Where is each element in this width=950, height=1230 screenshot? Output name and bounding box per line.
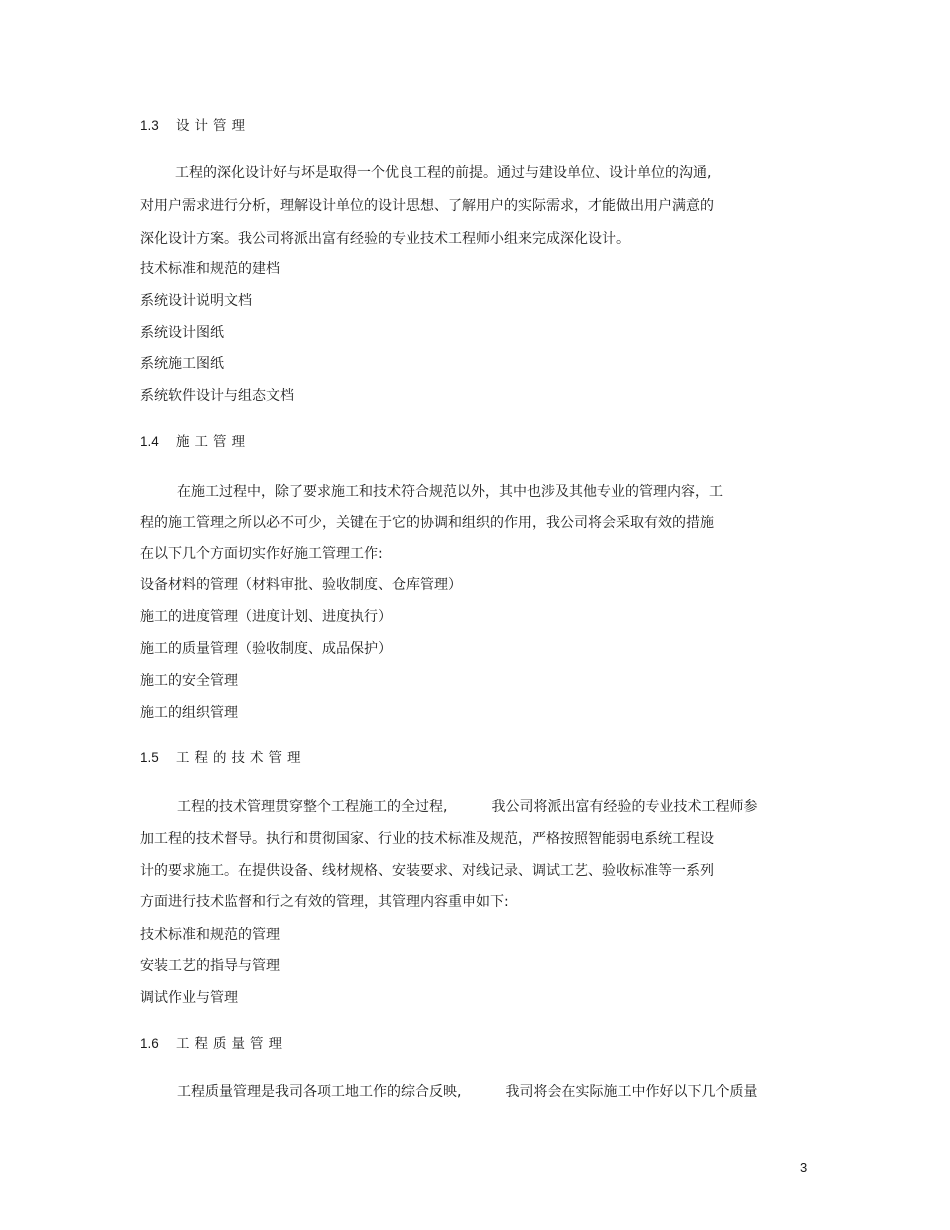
list-item: 系统软件设计与组态文档 — [140, 388, 294, 404]
list-item: 调试作业与管理 — [140, 990, 238, 1006]
paragraph-line — [177, 1082, 757, 1102]
list-item: 施工的质量管理（验收制度、成品保护） — [140, 641, 392, 657]
paragraph-text: 我司将会在实际施工中作好以下几个质量 — [505, 1084, 758, 1100]
section-number: 1.3 — [140, 118, 159, 133]
paragraph-line: 程的施工管理之所以必不可少，关键在于它的协调和组织的作用，我公司将会采取有效的措施 — [140, 515, 714, 531]
list-item: 技术标准和规范的建档 — [140, 261, 280, 277]
list-item: 系统设计说明文档 — [140, 293, 252, 309]
section-number: 1.5 — [140, 750, 159, 765]
paragraph-line: 工程的深化设计好与坏是取得一个优良工程的前提。通过与建设单位、设计单位的沟通, — [175, 165, 712, 181]
section-number: 1.4 — [140, 434, 159, 449]
paragraph-line: 计的要求施工。在提供设备、线材规格、安装要求、对线记录、调试工艺、验收标准等一系列 — [140, 863, 714, 879]
section-number: 1.6 — [140, 1036, 159, 1051]
list-item: 施工的组织管理 — [140, 705, 238, 721]
list-item: 设备材料的管理（材料审批、验收制度、仓库管理） — [140, 577, 462, 593]
paragraph-text: 我公司将派出富有经验的专业技术工程师参 — [491, 799, 758, 815]
paragraph-text: 工程的技术管理贯穿整个工程施工的全过程, — [177, 799, 448, 815]
section-title: 设计管理 — [176, 118, 250, 134]
list-item: 施工的进度管理（进度计划、进度执行） — [140, 609, 392, 625]
section-heading-1-5 — [140, 748, 306, 768]
paragraph-line — [177, 797, 757, 817]
paragraph-text: 工程质量管理是我司各项工地工作的综合反映, — [177, 1084, 462, 1100]
list-item: 施工的安全管理 — [140, 673, 238, 689]
list-item: 系统施工图纸 — [140, 356, 224, 372]
paragraph-line: 在以下几个方面切实作好施工管理工作: — [140, 546, 383, 562]
paragraph-line: 加工程的技术督导。执行和贯彻国家、行业的技术标准及规范，严格按照智能弱电系统工程设 — [140, 831, 714, 847]
section-title: 施工管理 — [176, 434, 250, 450]
section-title: 工程质量管理 — [176, 1036, 287, 1052]
paragraph-line: 深化设计方案。我公司将派出富有经验的专业技术工程师小组来完成深化设计。 — [140, 231, 630, 247]
section-heading-1-4 — [140, 432, 250, 452]
paragraph-line: 在施工过程中，除了要求施工和技术符合规范以外，其中也涉及其他专业的管理内容，工 — [177, 484, 723, 500]
section-title: 工程的技术管理 — [176, 750, 306, 766]
list-item: 系统设计图纸 — [140, 325, 224, 341]
page-number: 3 — [800, 1160, 808, 1175]
list-item: 安装工艺的指导与管理 — [140, 958, 280, 974]
section-heading-1-3 — [140, 116, 250, 136]
paragraph-line: 方面进行技术监督和行之有效的管理，其管理内容重申如下: — [140, 894, 509, 910]
paragraph-line: 对用户需求进行分析，理解设计单位的设计思想、了解用户的实际需求，才能做出用户满意的 — [140, 198, 714, 214]
section-heading-1-6 — [140, 1034, 287, 1054]
list-item: 技术标准和规范的管理 — [140, 927, 280, 943]
